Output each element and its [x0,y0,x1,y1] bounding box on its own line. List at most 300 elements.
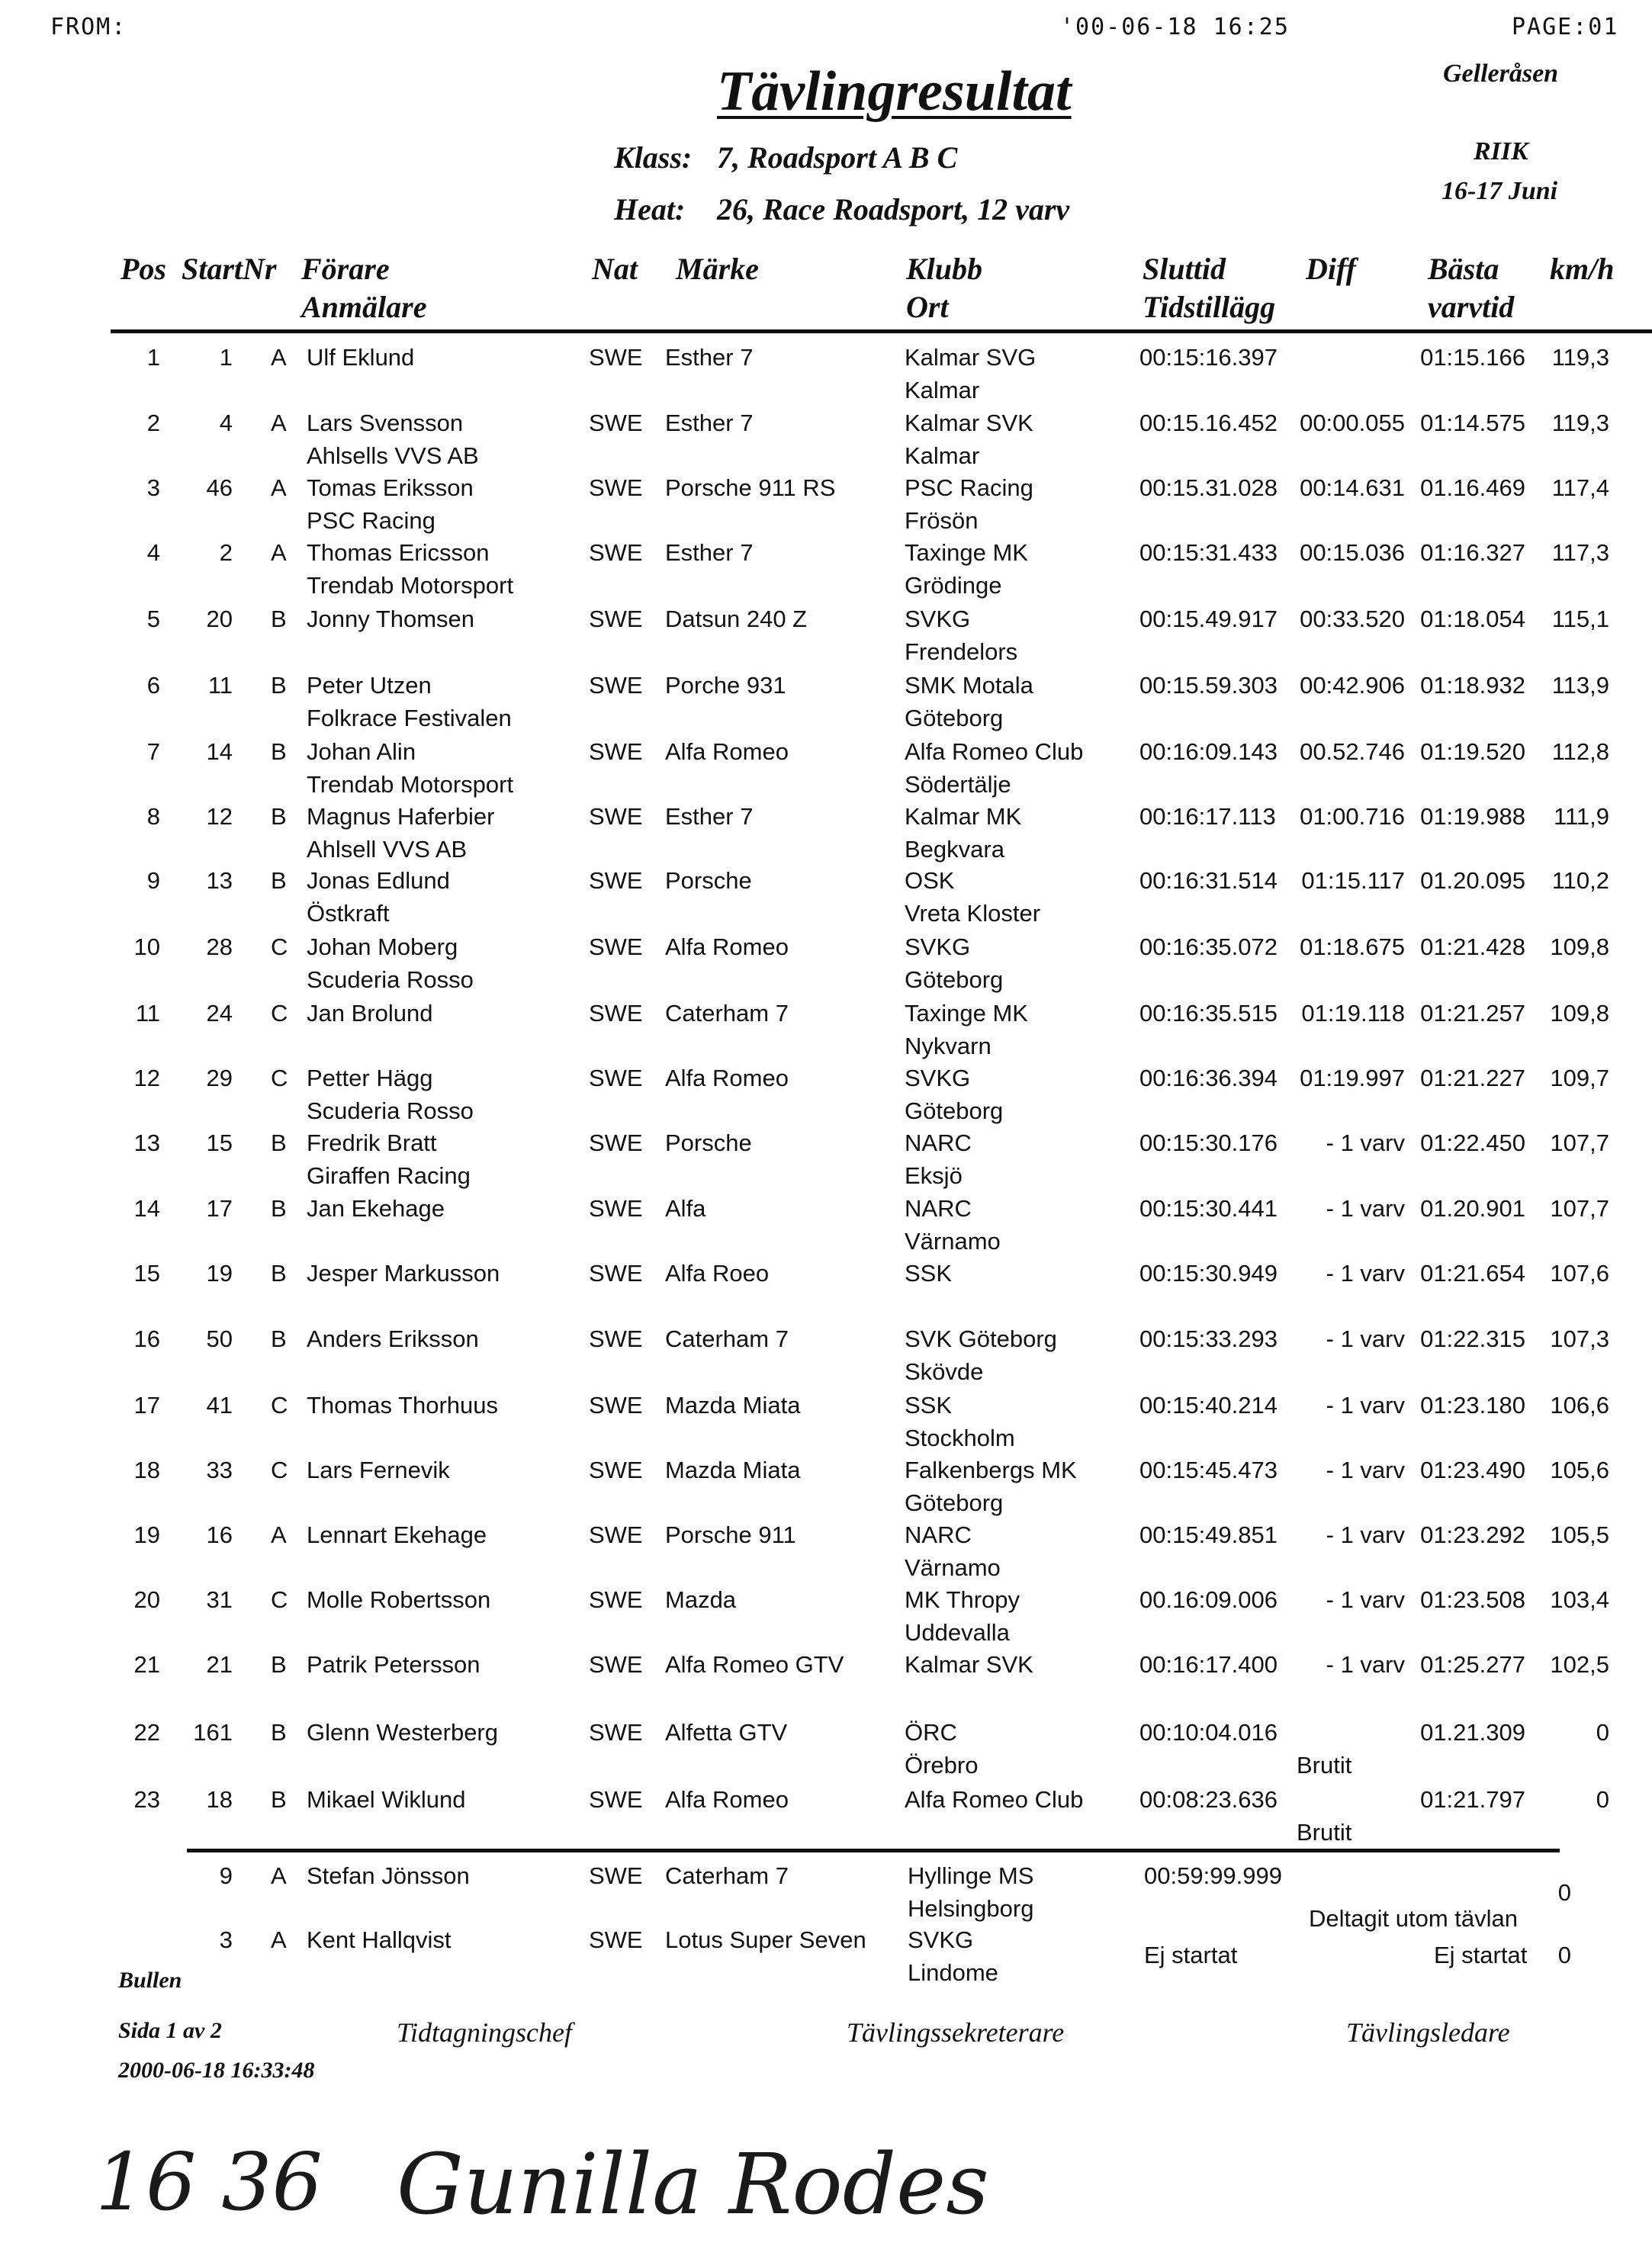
cell-town: Helsingborg [908,1895,1034,1922]
cell-brand: Mazda Miata [665,1457,801,1483]
cell-class: C [271,1065,288,1091]
cell-kmh: 111,9 [1554,803,1609,830]
cell-club: ÖRC [905,1719,957,1746]
cell-entrant: Trendab Motorsport [307,771,514,798]
cell-driver: Lars Fernevik [307,1457,450,1483]
cell-town: Göteborg [905,966,1004,993]
extra-row [0,1923,1652,1990]
result-row [0,1322,1652,1390]
cell-startnr: 17 [206,1195,233,1222]
cell-best-lap: 01:23.292 [1420,1521,1525,1548]
cell-kmh: 107,6 [1550,1260,1609,1287]
cell-pos: 13 [133,1129,160,1156]
cell-finish-time: 00:16:36.394 [1139,1065,1278,1091]
cell-class: A [271,1521,287,1548]
cell-entrant: Trendab Motorsport [307,572,514,599]
cell-town: Vreta Kloster [905,900,1041,927]
cell-entrant: Scuderia Rosso [307,966,474,993]
cell-diff: 00:15.036 [1300,539,1405,566]
cell-best-lap: 01:21.257 [1420,1000,1525,1027]
cell-best-lap: 01:15.166 [1420,344,1525,371]
cell-finish-time: 00:16:17.400 [1139,1651,1278,1678]
cell-best-lap: 01:23.508 [1420,1586,1525,1613]
cell-class: A [271,1862,287,1889]
cell-best-lap: 01:25.277 [1420,1651,1525,1678]
cell-pos: 12 [133,1065,160,1091]
venue: Gelleråsen [1443,59,1559,88]
result-row [0,1583,1652,1650]
cell-finish-time: 00:16:31.514 [1139,867,1278,894]
col-entrant: Anmälare [301,290,427,324]
result-row [0,1783,1652,1850]
cell-club: NARC [905,1195,972,1222]
cell-town: Södertälje [905,771,1011,798]
cell-driver: Petter Hägg [307,1065,433,1091]
cell-diff: 01:00.716 [1300,803,1405,830]
cell-startnr: 161 [193,1719,233,1746]
cell-best-lap: 01:16.327 [1420,539,1525,566]
cell-pos: 17 [133,1392,160,1419]
cell-kmh: 0 [1557,1942,1571,1968]
cell-club: MK Thropy [905,1586,1020,1613]
cell-best-lap: 01.21.309 [1420,1719,1525,1746]
cell-finish-time: 00:15:45.473 [1139,1457,1278,1483]
cell-best-lap: 01:23.180 [1420,1392,1525,1419]
cell-brand: Esther 7 [665,803,754,830]
cell-best-lap: 01:21.654 [1420,1260,1525,1287]
cell-diff: 01:19.997 [1300,1065,1405,1091]
cell-best-lap: 01.20.901 [1420,1195,1525,1222]
cell-diff: - 1 varv [1326,1325,1405,1352]
cell-driver: Patrik Petersson [307,1651,480,1678]
cell-diff: Brutit [1297,1819,1352,1846]
result-row [0,1126,1652,1194]
cell-town: Göteborg [905,1489,1004,1516]
cell-startnr: 13 [206,867,233,894]
cell-nat: SWE [589,474,643,501]
cell-kmh: 109,8 [1550,1000,1609,1027]
cell-class: B [271,1651,287,1678]
cell-nat: SWE [589,1651,643,1678]
cell-startnr: 50 [206,1325,233,1352]
cell-club: Alfa Romeo Club [905,1786,1084,1813]
cell-town: Kalmar [905,377,980,403]
col-town: Ort [906,290,949,324]
cell-startnr: 14 [206,738,233,765]
cell-best-lap: 01:14.575 [1420,410,1525,436]
cell-town: Göteborg [905,1097,1004,1124]
cell-startnr: 15 [206,1129,233,1156]
cell-kmh: 119,3 [1551,410,1609,436]
page-of: Sida 1 av 2 [118,2018,222,2043]
cell-nat: SWE [589,1392,643,1419]
cell-driver: Jan Ekehage [307,1195,445,1222]
cell-brand: Alfa Romeo [665,1786,789,1813]
cell-club: NARC [905,1521,972,1548]
cell-nat: SWE [589,1719,643,1746]
cell-finish-time: 00:16:35.072 [1139,933,1278,960]
cell-diff: - 1 varv [1326,1392,1405,1419]
cell-startnr: 4 [219,410,233,436]
cell-club: Alfa Romeo Club [905,738,1084,765]
cell-diff: 00:00.055 [1300,410,1405,436]
cell-brand: Caterham 7 [665,1325,789,1352]
cell-driver: Ulf Eklund [307,344,415,371]
cell-town: Grödinge [905,572,1002,599]
cell-nat: SWE [589,344,643,371]
cell-brand: Porsche 911 RS [665,474,836,501]
cell-pos: 11 [135,1000,160,1027]
result-row [0,1716,1652,1783]
cell-driver: Lars Svensson [307,410,464,436]
cell-nat: SWE [589,1926,643,1953]
cell-startnr: 21 [206,1651,233,1678]
result-row [0,1518,1652,1586]
cell-pos: 3 [146,474,160,501]
cell-pos: 23 [133,1786,160,1813]
cell-finish-time: 00:16:17.113 [1139,803,1276,830]
cell-club: SVKG [905,933,971,960]
cell-pos: 9 [146,867,160,894]
cell-class: B [271,803,287,830]
cell-driver: Peter Utzen [307,672,432,699]
cell-nat: SWE [589,1065,643,1091]
cell-driver: Jesper Markusson [307,1260,500,1287]
result-row [0,1062,1652,1129]
cell-finish-time: 00:15.16.452 [1139,410,1278,436]
cell-club: Taxinge MK [905,539,1028,566]
cell-kmh: 107,3 [1550,1325,1609,1352]
cell-nat: SWE [589,1862,643,1889]
cell-brand: Esther 7 [665,539,754,566]
cell-best-lap: 01.16.469 [1420,474,1525,501]
director-label: Tävlingsledare [1346,2017,1510,2048]
cell-brand: Esther 7 [665,410,754,436]
cell-diff: 00:42.906 [1300,672,1405,699]
result-row [0,1389,1652,1456]
cell-diff: 01:15.117 [1301,867,1405,894]
cell-diff: - 1 varv [1326,1521,1405,1548]
cell-diff: - 1 varv [1326,1457,1405,1483]
cell-finish-time: 00:15.59.303 [1139,672,1278,699]
cell-pos: 6 [146,672,160,699]
cell-town: Frösön [905,507,979,534]
cell-town: Örebro [905,1752,979,1778]
cell-nat: SWE [589,606,643,632]
cell-town: Göteborg [905,705,1004,731]
col-best: Bästa [1428,252,1499,286]
cell-finish-time: 00.16:09.006 [1139,1586,1278,1613]
cell-class: B [271,1195,287,1222]
cell-brand: Mazda Miata [665,1392,801,1419]
cell-kmh: 119,3 [1551,344,1609,371]
result-row [0,341,1652,408]
cell-class: B [271,1129,287,1156]
col-diff: Diff [1306,252,1356,286]
cell-entrant: Ahlsell VVS AB [307,836,468,863]
cell-driver: Molle Robertsson [307,1586,491,1613]
cell-kmh: 103,4 [1550,1586,1609,1613]
cell-pos: 10 [133,933,160,960]
cell-startnr: 16 [206,1521,233,1548]
cell-finish-time: 00:15.31.028 [1139,474,1278,501]
cell-brand: Porsche 911 [665,1521,796,1548]
cell-kmh: 102,5 [1550,1651,1609,1678]
extra-row [0,1859,1652,1932]
cell-startnr: 9 [219,1862,233,1889]
cell-driver: Glenn Westerberg [307,1719,498,1746]
col-penalty: Tidstillägg [1143,290,1276,324]
cell-nat: SWE [589,1195,643,1222]
cell-startnr: 3 [219,1926,233,1953]
cell-club: SVKG [905,606,971,632]
cell-finish-time: 00:16:35.515 [1139,1000,1278,1027]
cell-pos: 8 [146,803,160,830]
cell-club: SMK Motala [905,672,1033,699]
cell-finish-time: 00:15:33.293 [1139,1325,1278,1352]
cell-town: Stockholm [905,1425,1015,1451]
cell-brand: Alfa Romeo GTV [665,1651,844,1678]
cell-kmh: 105,6 [1550,1457,1609,1483]
cell-brand: Esther 7 [665,344,754,371]
cell-driver: Magnus Haferbier [307,803,495,830]
cell-best-lap: 01:18.932 [1420,672,1525,699]
cell-startnr: 2 [219,539,233,566]
result-row [0,406,1652,474]
cell-class: B [271,672,287,699]
result-row [0,1648,1652,1715]
col-startnr: StartNr [182,252,277,286]
cell-kmh: 109,7 [1550,1065,1609,1091]
cell-pos: 2 [146,410,160,436]
cell-best-lap: 01:22.315 [1420,1325,1525,1352]
cell-nat: SWE [589,1586,643,1613]
cell-finish-time: 00:10:04.016 [1139,1719,1278,1746]
col-finish: Sluttid [1143,252,1226,286]
page-title: Tävlingresultat [717,60,1072,123]
cell-note: Deltagit utom tävlan [1309,1905,1518,1932]
cell-diff: - 1 varv [1326,1260,1405,1287]
cell-brand: Alfa Roeo [665,1260,770,1287]
organizer: RIIK [1474,137,1528,165]
cell-brand: Alfa Romeo [665,738,789,765]
cell-nat: SWE [589,1000,643,1027]
cell-nat: SWE [589,1786,643,1813]
cell-class: A [271,474,287,501]
cell-kmh: 117,4 [1551,474,1609,501]
cell-brand: Caterham 7 [665,1862,789,1889]
cell-best-lap: 01:21.227 [1420,1065,1525,1091]
cell-driver: Jonas Edlund [307,867,450,894]
cell-club: Taxinge MK [905,1000,1028,1027]
fax-datetime: '00-06-18 16:25 [1060,14,1290,40]
results-end-rule [187,1849,1560,1852]
cell-pos: 4 [146,539,160,566]
cell-nat: SWE [589,933,643,960]
cell-driver: Fredrik Bratt [307,1129,437,1156]
printed-timestamp: 2000-06-18 16:33:48 [118,2058,315,2083]
result-row [0,1257,1652,1324]
result-row [0,1192,1652,1259]
cell-best-lap: 01:21.428 [1420,933,1525,960]
cell-class: B [271,1786,287,1813]
handwritten-time: 16 36 [95,2135,323,2228]
cell-nat: SWE [589,539,643,566]
cell-diff: - 1 varv [1326,1586,1405,1613]
cell-best-lap: 01:19.988 [1420,803,1525,830]
cell-pos: 18 [133,1457,160,1483]
cell-town: Värnamo [905,1228,1001,1255]
cell-club: Falkenbergs MK [905,1457,1077,1483]
cell-town: Frendelors [905,638,1018,665]
fax-from: FROM: [50,14,127,40]
cell-best-lap: 01:18.054 [1420,606,1525,632]
cell-brand: Porsche [665,1129,752,1156]
cell-diff: - 1 varv [1326,1651,1405,1678]
cell-driver: Jan Brolund [307,1000,433,1027]
cell-class: C [271,1586,288,1613]
cell-kmh: 107,7 [1550,1195,1609,1222]
cell-kmh: 113,9 [1551,672,1609,699]
cell-pos: 1 [146,344,160,371]
cell-best-lap: 01:22.450 [1420,1129,1525,1156]
cell-pos: 5 [146,606,160,632]
timekeeper-label: Tidtagningschef [397,2017,573,2048]
cell-kmh: 0 [1596,1719,1609,1746]
cell-club: PSC Racing [905,474,1033,501]
cell-pos: 21 [133,1651,160,1678]
cell-best-lap: 01:23.490 [1420,1457,1525,1483]
cell-brand: Mazda [665,1586,737,1613]
cell-nat: SWE [589,410,643,436]
result-row [0,1454,1652,1521]
cell-entrant: Scuderia Rosso [307,1097,474,1124]
cell-finish-time: 00:15:30.949 [1139,1260,1278,1287]
cell-club: Kalmar SVK [905,410,1033,436]
cell-diff: 01:19.118 [1301,1000,1405,1027]
col-brand: Märke [676,252,759,286]
result-row [0,471,1652,538]
cell-club: Kalmar MK [905,803,1022,830]
result-row [0,930,1652,998]
cell-brand: Alfa [665,1195,706,1222]
col-club: Klubb [906,252,983,286]
cell-nat: SWE [589,1521,643,1548]
cell-club: SVKG [905,1065,971,1091]
result-row [0,800,1652,867]
cell-club: Kalmar SVK [905,1651,1033,1678]
result-row [0,669,1652,736]
cell-startnr: 28 [206,933,233,960]
cell-finish-time: 00:08:23.636 [1139,1786,1278,1813]
secretary-label: Tävlingssekreterare [847,2017,1065,2048]
cell-entrant: Giraffen Racing [307,1162,471,1189]
cell-brand: Alfetta GTV [665,1719,788,1746]
cell-club: OSK [905,867,955,894]
cell-class: B [271,1260,287,1287]
cell-kmh: 106,6 [1550,1392,1609,1419]
cell-startnr: 12 [206,803,233,830]
cell-kmh: 115,1 [1551,606,1609,632]
cell-startnr: 19 [206,1260,233,1287]
cell-kmh: 105,5 [1550,1521,1609,1548]
cell-startnr: 41 [206,1392,233,1419]
cell-startnr: 33 [206,1457,233,1483]
cell-nat: SWE [589,672,643,699]
fax-page: PAGE:01 [1512,14,1619,40]
col-pos: Pos [121,252,166,286]
heat-label: Heat: [614,192,686,227]
cell-pos: 7 [146,738,160,765]
cell-town: Begkvara [905,836,1004,863]
cell-class: C [271,1000,288,1027]
cell-nat: SWE [589,803,643,830]
cell-finish-time: 00:15:40.214 [1139,1392,1278,1419]
cell-best-lap: 01.20.095 [1420,867,1525,894]
cell-kmh: 0 [1557,1879,1571,1906]
cell-entrant: Östkraft [307,900,390,927]
cell-note: Ej startat [1434,1942,1528,1968]
cell-finish-time: 00:15.49.917 [1139,606,1278,632]
cell-driver: Mikael Wiklund [307,1786,466,1813]
cell-class: C [271,1392,288,1419]
handwritten-signature: Gunilla Rodes [397,2135,989,2233]
cell-driver: Kent Hallqvist [307,1926,452,1953]
cell-diff: 01:18.675 [1300,933,1405,960]
cell-diff: Brutit [1297,1752,1352,1778]
cell-diff: 00:33.520 [1300,606,1405,632]
cell-town: Uddevalla [905,1619,1010,1646]
cell-brand: Porche 931 [665,672,786,699]
cell-finish-time: 00:15:30.441 [1139,1195,1278,1222]
cell-nat: SWE [589,1325,643,1352]
class-value: 7, Roadsport A B C [717,140,958,175]
cell-diff: - 1 varv [1326,1195,1405,1222]
result-row [0,735,1652,802]
cell-driver: Johan Moberg [307,933,458,960]
cell-class: A [271,1926,287,1953]
cell-nat: SWE [589,1457,643,1483]
cell-nat: SWE [589,1260,643,1287]
cell-town: Lindome [908,1959,998,1986]
cell-town: Kalmar [905,442,980,469]
cell-startnr: 1 [219,344,233,371]
cell-startnr: 46 [206,474,233,501]
cell-kmh: 107,7 [1550,1129,1609,1156]
cell-class: C [271,933,288,960]
cell-class: C [271,1457,288,1483]
cell-club: SVK Göteborg [905,1325,1057,1352]
cell-class: A [271,410,287,436]
cell-pos: 19 [133,1521,160,1548]
col-driver: Förare [301,252,390,286]
cell-driver: Stefan Jönsson [307,1862,470,1889]
cell-startnr: 20 [206,606,233,632]
cell-town: Värnamo [905,1554,1001,1581]
cell-class: B [271,1719,287,1746]
result-row [0,602,1652,670]
cell-kmh: 117,3 [1551,539,1609,566]
cell-diff: - 1 varv [1326,1129,1405,1156]
cell-driver: Lennart Ekehage [307,1521,487,1548]
cell-club: SSK [905,1392,953,1419]
heat-value: 26, Race Roadsport, 12 varv [717,192,1070,227]
cell-club: SSK [905,1260,953,1287]
col-nat: Nat [592,252,638,286]
cell-brand: Lotus Super Seven [665,1926,866,1953]
cell-driver: Thomas Thorhuus [307,1392,498,1419]
cell-class: A [271,539,287,566]
